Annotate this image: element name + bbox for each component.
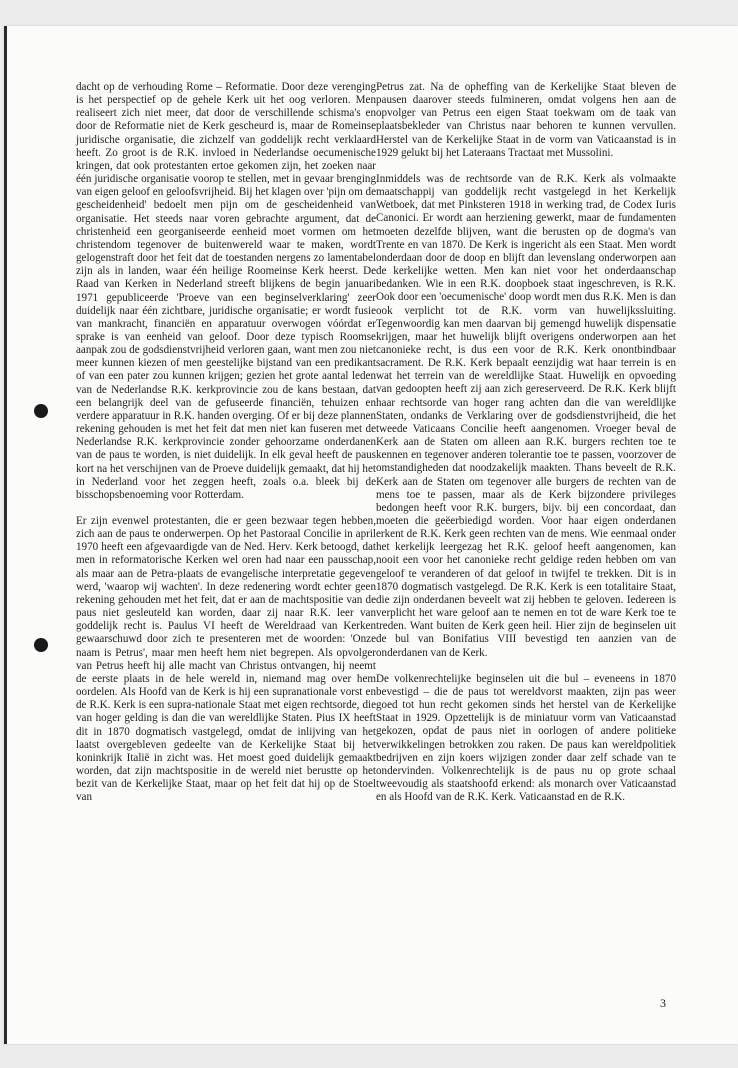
left-text-column <box>76 81 376 817</box>
paragraph: Inmiddels was de rechtsorde van de R.K. Kerk als volmaakte maatschappij van goddelijk recht vastgelegd in het Kerkelijk Wetboek, dat met Pinksteren 1918 in werking trad, de Codex Iuris Canonici. Er wordt aan herziening gewerkt, maar de fundamenten moeten dezelfde blijven, want die berusten op de dogma's van Trente en van 1870. De Kerk is ingericht als een Staat. Men wordt onderdaan door de doop en blijft dan levenslang onderworpen aan de kerkelijke wetten. Men kan niet voor het onderdaanschap bedanken. Wie in een R.K. doopboek staat ingeschreven, is R.K. Ook door een 'oecumenische' doop wordt men dus R.K. Men is dan ook verplicht tot de R.K. vorm van huwelijkssluiting. Tegenwoordig kan men daarvan bij gemengd huwelijk dispensatie krijgen, maar het huwelijk blijft overigens onderworpen aan het canonieke recht, is dus een voor de R.K. Kerk onontbindbaar sacrament. De R.K. Kerk bepaalt eenzijdig wat haar terrein is en wat het terrein van de wereldlijke Staat. Huwelijk en opvoeding van gedoopten heeft zij aan zich gereserveerd. De R.K. Kerk blijft haar rechtsorde van hoger rang achten dan die van wereldlijke Staten, ondanks de Verklaring over de godsdienstvrijheid, die het tweede Vaticaans Concilie heeft aangenomen. Vroeger beval de Kerk aan de Staten om alleen aan R.K. burgers rechten toe te kennen en tegenover anderen tolerantie toe te passen, voorzover de omstandigheden dat noodzakelijk maakten. Thans beveelt de R.K. Kerk aan de Staten om tegenover alle burgers de rechten van de mens toe te passen, maar als de Kerk bijzondere privileges bedongen heeft voor R.K. burgers, bijv. bij een concordaat, dan moeten die geëerbiedigd worden. Voor haar eigen onderdanen erkent de R.K. Kerk geen rechten van de mens. Wie eenmaal onder het kerkelijk leergezag het R.K. geloof heeft aangenomen, kan nooit een voor het canonieke recht geldige reden hebben om van geloof te veranderen of dat geloof in twijfel te trekken. Dit is in 1870 dogmatisch vastgelegd. De R.K. Kerk is een totalitaire Staat, die zijn onderdanen beveelt wat zij hebben te geloven. Iedereen is verplicht het ware geloof aan te nemen en tot de ware Kerk toe te treden. Want buiten de Kerk geen heil. Hier zijn de beginselen uit de bul van Bonifatius VIII bevestigd ten aanzien van de onderdanen van de Kerk. <box>376 172 676 659</box>
binder-hole-top <box>34 404 48 418</box>
right-text-column <box>376 81 676 817</box>
document-page <box>4 26 738 1044</box>
binder-hole-bottom <box>34 638 48 652</box>
paragraph: Petrus zat. Na de opheffing van de Kerkelijke Staat bleven de pausen daarover steeds fulmineren, omdat volgens hen aan de opvolger van Petrus een eigen Staat toekwam om de taak van plaatsbekleder van Christus naar behoren te kunnen vervullen. Herstel van de Kerkelijke Staat in de vorm van Vaticaanstad is in 1929 gelukt bij het Lateraans Tractaat met Mussolini. <box>376 81 676 159</box>
paragraph: dacht op de verhouding Rome – Reformatie. Door deze verenging is het perspectief op de gehele Kerk uit het oog verloren. Men realiseert zich niet meer, dat door de verschillende schisma's en door de Reformatie niet de Kerk gescheurd is, maar de Romeinse juridische organisatie, die zichzelf van goddelijk recht verklaard heeft. Zo groot is de R.K. invloed in Nederlandse oecumenische kringen, dat ook protestanten ertoe gekomen zijn, het zoeken naar één juridische organisatie voorop te stellen, met in gevaar brenging van eigen geloof en geloofsvrijheid. Bij het klagen over 'pijn om de gescheidenheid' bedoelt men pijn om de gescheidenheid van organisatie. Het steeds naar voren gebrachte argument, dat de christenheid een georganiseerde eenheid moet vormen om het christendom tegenover de buitenwereld waar te maken, wordt gelogenstraft door het feit dat de toestanden nergens zo lamentabel zijn als in landen, waar één heilige Roomeinse Kerk heerst. De Raad van Kerken in Nederland streeft blijkens de begin januari 1971 gepubliceerde 'Proeve van een beginselverklaring' zeer duidelijk naar één zichtbare, juridische organisatie; er wordt fusie van mankracht, financiën en apparatuur overwogen vóórdat er sprake is van eenheid van geloof. Door deze typisch Roomse aanpak zou de godsdienstvrijheid verloren gaan, want men zou niet meer kunnen kiezen of men geestelijke bijstand van een predikant of van een pater zou kunnen krijgen; gezien het grote aantal leden van de Nederlandse R.K. kerkprovincie zou de kans bestaan, dat een belangrijk deel van de gefuseerde financiën, tehuizen en verdere apparatuur in R.K. handen overging. Of er bij deze plannen rekening gehouden is met het feit dat men niet kan fuseren met de Nederlandse R.K. kerkprovincie zonder gehoorzame onderdanen van de paus te worden, is niet duidelijk. In elk geval heeft de paus kort na het verschijnen van de Proeve duidelijk gemaakt, dat hij het in Nederland voor het zeggen heeft, zoals o.a. bleek bij de bisschopsbenoeming voor Rotterdam. <box>76 81 376 501</box>
page-left-edge <box>4 26 7 1044</box>
page-number: 3 <box>660 996 666 1010</box>
paragraph: De volkenrechtelijke beginselen uit die bul – eveneens in 1870 bevestigd – die de paus tot wereldvorst maakten, zijn pas weer goed tot hun recht gekomen sinds het herstel van de Kerkelijke Staat in 1929. Opzettelijk is de miniatuur vorm van Vaticaanstad gekozen, opdat de paus niet in oorlogen of andere politieke verwikkelingen betrokken zou raken. De paus kan wereldpolitiek bedrijven en zijn koers wijzigen zonder daar zelf schade van te ondervinden. Volkenrechtelijk is de paus nu op grote schaal tweevoudig als staatshoofd erkend: als monarch over Vaticaanstad en als Hoofd van de R.K. Kerk. Vaticaanstad en de R.K. <box>376 672 676 804</box>
paragraph: Er zijn evenwel protestanten, die er geen bezwaar tegen hebben, zich aan de paus te onderwerpen. Op het Pastoraal Concilie in april 1970 heeft een afgevaardigde van de Ned. Herv. Kerk betoogd, dat men in reformatorische Kerken wel oren had naar een pausschap, als maar aan de Petra-plaats de evangelische interpretatie gegeven werd, 'waarop wij wachten'. In deze redenering wordt echter geen rekening gehouden met het feit, dat er aan de machtspositie van de paus niet gesleuteld kan worden, daar zij naar R.K. leer van goddelijk recht is. Paulus VI heeft de Wereldraad van Kerken gewaarschuwd door zich te presenteren met de woorden: 'Onze naam is Petrus', maar men heeft hem niet begrepen. Als opvolger van Petrus heeft hij alle macht van Christus ontvangen, hij neemt de eerste plaats in de hele wereld in, niemand mag over hem oordelen. Als Hoofd van de Kerk is hij een supranationale vorst en de R.K. Kerk is een supra-nationale Staat met eigen rechtsorde, die van hoger gelding is dan die van wereldlijke Staten. Pius IX heeft dit in 1870 dogmatisch vastgelegd, omdat de inlijving van het laatst overgebleven gedeelte van de Kerkelijke Staat bij het koninkrijk Italië in zicht was. Het moest goed duidelijk gemaakt worden, dat zijn machtspositie in de wereld niet berustte op het bezit van de Kerkelijke Staat, maar op het feit dat hij op de Stoel van <box>76 515 376 804</box>
